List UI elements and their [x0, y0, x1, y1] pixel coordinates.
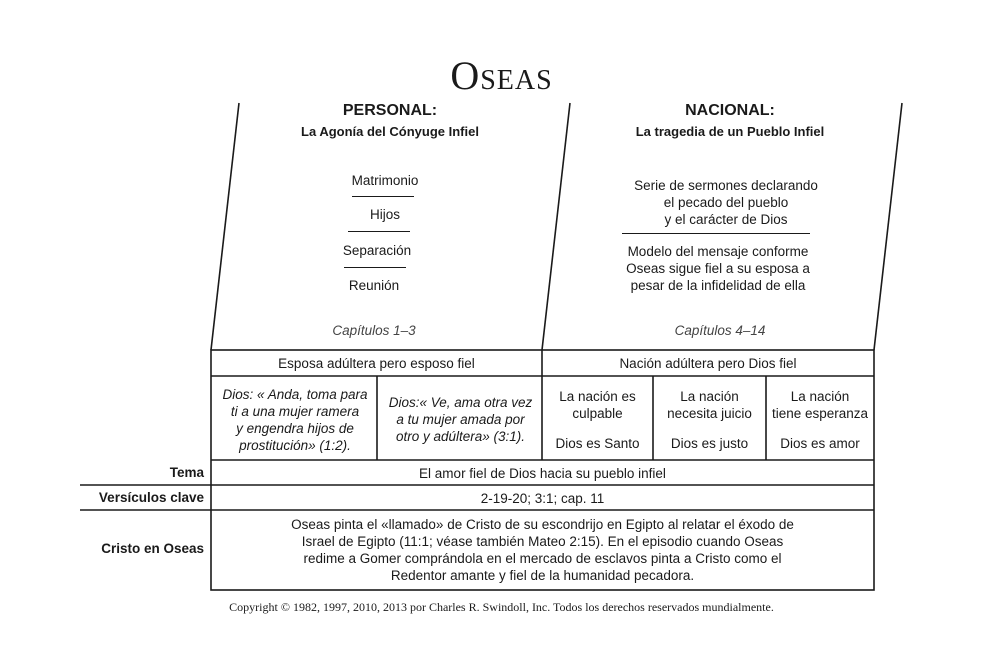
cell-line: necesita juicio — [667, 406, 752, 421]
national-chapters: Capítulos 4–14 — [674, 323, 766, 338]
personal-summary: Esposa adúltera pero esposo fiel — [278, 356, 475, 371]
cristo-line: Oseas pinta el «llamado» de Cristo de su escondrijo en Egipto al relatar el éxodo de — [291, 517, 794, 532]
quote-line: Dios:« Ve, ama otra vez — [388, 395, 533, 410]
quote-line: Dios: « Anda, toma para — [222, 387, 368, 402]
cell-line: La nación — [790, 389, 850, 404]
stage-matrimonio: Matrimonio — [351, 173, 419, 188]
national-block2-line: Modelo del mensaje conforme — [627, 244, 809, 259]
national-subheading: La tragedia de un Pueblo Infiel — [635, 124, 825, 139]
versiculos-label: Versículos clave — [98, 490, 204, 505]
stage-reunion: Reunión — [348, 278, 400, 293]
national-cell-2 — [653, 388, 766, 422]
stage-separacion: Separación — [342, 243, 412, 258]
cell-line: La nación es — [559, 389, 636, 404]
personal-chapters: Capítulos 1–3 — [332, 323, 416, 338]
cristo-value — [211, 516, 874, 584]
national-block1-line: el pecado del pueblo — [663, 195, 789, 210]
national-block2-line: pesar de la infidelidad de ella — [630, 278, 806, 293]
national-block1 — [576, 177, 876, 228]
quote-line: otro y adúltera» (3:1). — [395, 429, 526, 444]
quote-line: ti a una mujer ramera — [230, 404, 360, 419]
tema-value: El amor fiel de Dios hacia su pueblo infiel — [419, 466, 666, 481]
cristo-label: Cristo en Oseas — [101, 541, 204, 556]
personal-heading: PERSONAL: — [342, 102, 438, 119]
quote-line: prostitución» (1:2). — [239, 438, 351, 453]
stage-divider — [348, 231, 410, 232]
national-cell-3-foot: Dios es amor — [780, 436, 860, 451]
stage-hijos: Hijos — [369, 207, 400, 222]
national-block1-line: y el carácter de Dios — [664, 212, 788, 227]
cell-line: La nación — [680, 389, 739, 404]
national-block2-line: Oseas sigue fiel a su esposa a — [626, 261, 810, 276]
national-block2 — [568, 243, 868, 294]
cristo-line: Redentor amante y fiel de la humanidad pecadora. — [390, 568, 695, 583]
national-cell-3 — [766, 388, 874, 422]
national-block1-line: Serie de sermones declarando — [634, 178, 818, 193]
national-heading: NACIONAL: — [685, 102, 775, 119]
tema-label: Tema — [169, 465, 204, 480]
cell-line: culpable — [572, 406, 623, 421]
personal-subheading: La Agonía del Cónyuge Infiel — [301, 124, 479, 139]
quote-cell-2 — [379, 394, 542, 445]
page-title: Oseas — [450, 53, 553, 98]
national-cell-1 — [542, 388, 653, 422]
stage-divider — [352, 196, 414, 197]
national-summary: Nación adúltera pero Dios fiel — [619, 356, 797, 371]
national-cell-2-foot: Dios es justo — [670, 436, 749, 451]
copyright-notice: Copyright © 1982, 1997, 2010, 2013 por Charles R. Swindoll, Inc. Todos los derechos reservados mundialmente. — [229, 600, 774, 614]
cristo-line: redime a Gomer comprándola en el mercado de esclavos pinta a Cristo como el — [303, 551, 782, 566]
quote-line: y engendra hijos de — [236, 421, 354, 436]
quote-cell-1 — [213, 386, 377, 454]
versiculos-value: 2-19-20; 3:1; cap. 11 — [480, 491, 605, 506]
stage-divider — [344, 267, 406, 268]
national-cell-1-foot: Dios es Santo — [555, 436, 640, 451]
national-divider — [622, 233, 810, 234]
cristo-line: Israel de Egipto (11:1; véase también Mateo 2:15). En el episodio cuando Oseas — [301, 534, 784, 549]
quote-line: a tu mujer amada por — [396, 412, 525, 427]
cell-line: tiene esperanza — [771, 406, 869, 421]
